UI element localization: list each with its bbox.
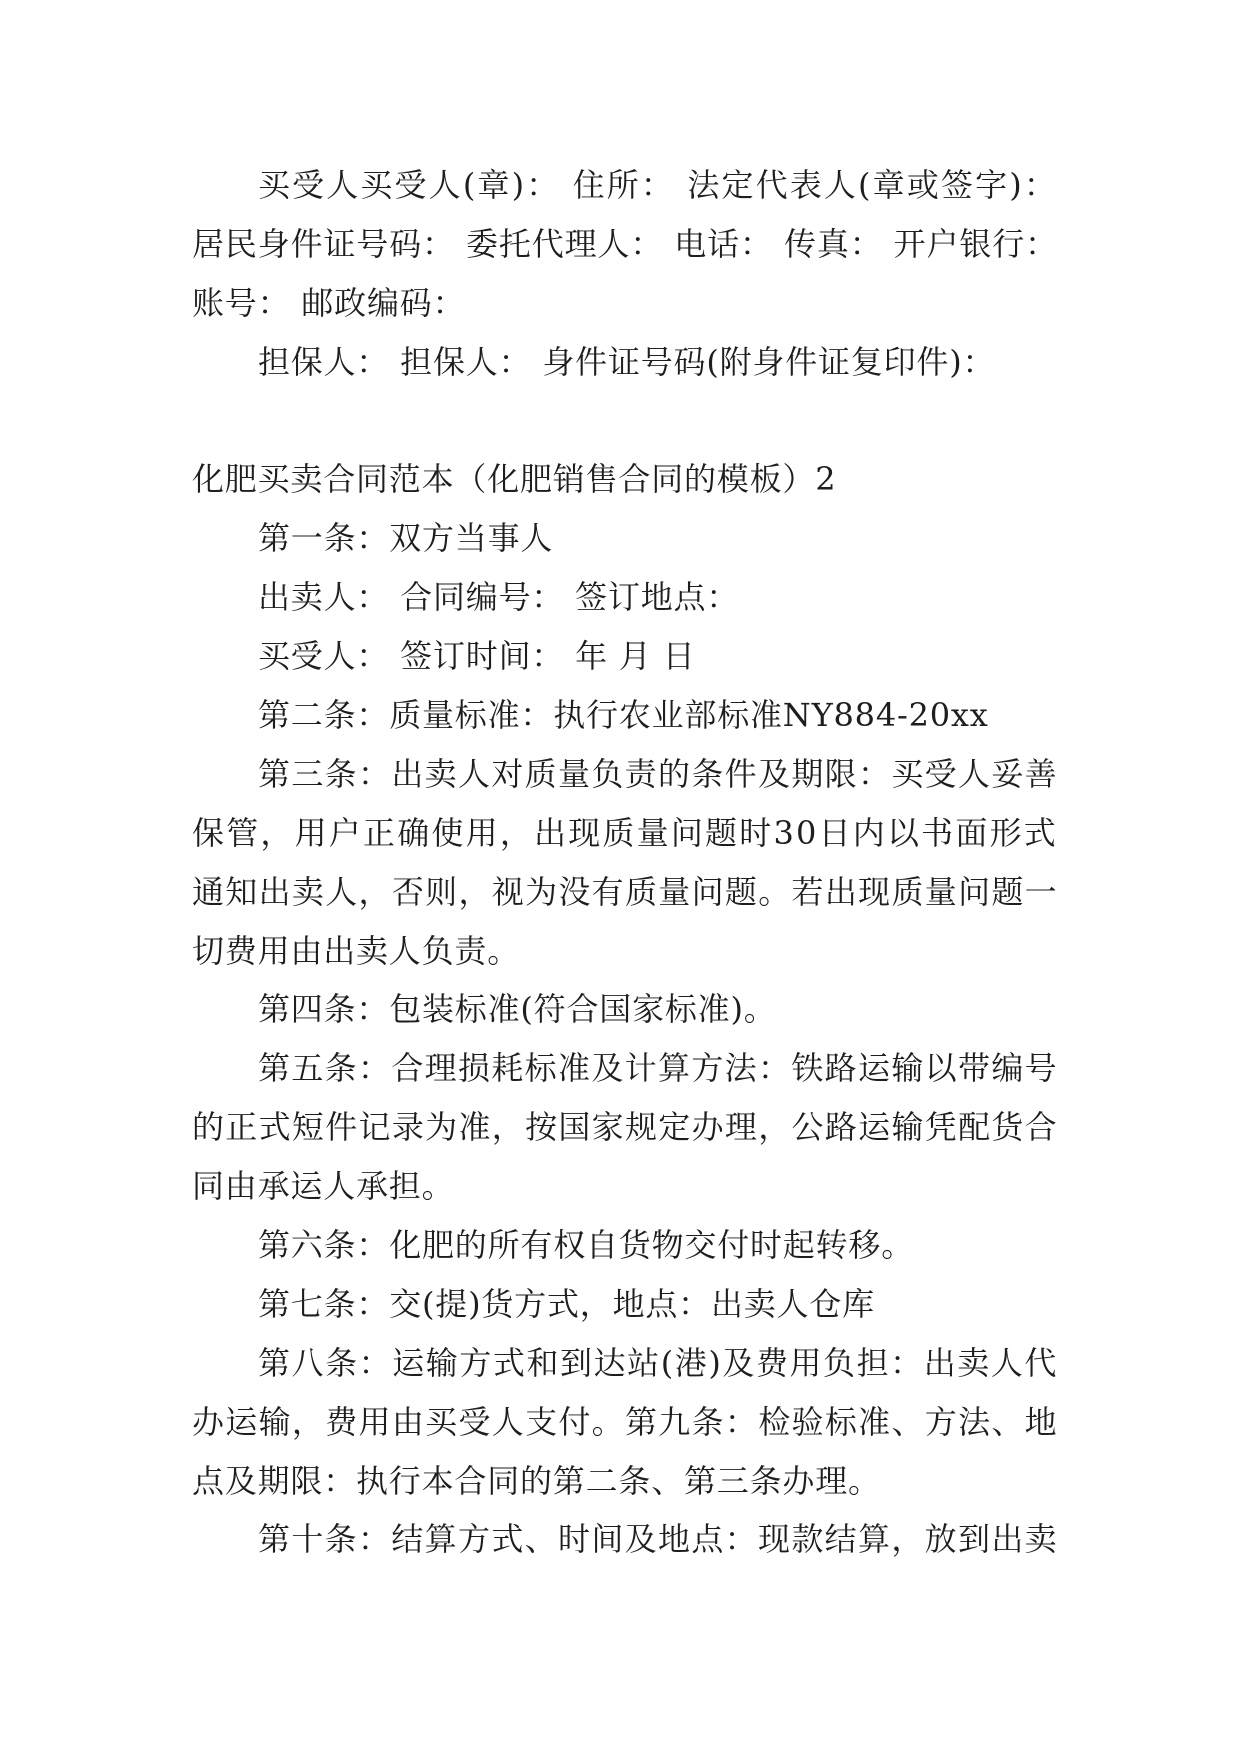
text-line: 第一条：双方当事人	[258, 519, 554, 558]
clause-paragraph	[192, 627, 1058, 686]
text-line: 通知出卖人，否则，视为没有质量问题。若出现质量问题一	[192, 872, 1058, 911]
text-line: 买受人买受人(章)： 住所： 法定代表人(章或签字)：	[258, 166, 1058, 204]
clause-paragraph	[192, 568, 1058, 627]
clause-paragraph	[192, 1510, 1058, 1569]
text-line: 第四条：包装标准(符合国家标准)。	[258, 990, 777, 1029]
text-line: 点及期限：执行本合同的第二条、第三条办理。	[192, 1461, 881, 1500]
title-line: 化肥买卖合同范本（化肥销售合同的模板）2	[192, 460, 837, 499]
text-line: 同由承运人承担。	[192, 1167, 455, 1206]
text-line: 保管，用户正确使用，出现质量问题时30日内以书面形式	[192, 813, 1058, 852]
clause-paragraph	[192, 1216, 1058, 1275]
text-line: 办运输，费用由买受人支付。第九条：检验标准、方法、地	[192, 1402, 1058, 1441]
text-line: 担保人： 担保人： 身件证号码(附身件证复印件)：	[258, 342, 996, 381]
text-line: 买受人： 签订时间： 年 月 日	[258, 637, 696, 676]
guarantor-paragraph	[192, 333, 1058, 392]
text-line: 第八条：运输方式和到达站(港)及费用负担：出卖人代	[258, 1343, 1058, 1382]
text-line: 切费用由出卖人负责。	[192, 931, 521, 970]
clause-paragraph	[192, 1334, 1058, 1511]
clause-paragraph	[192, 509, 1058, 568]
text-line: 出卖人： 合同编号： 签订地点：	[258, 578, 740, 617]
text-line: 居民身件证号码： 委托代理人： 电话： 传真： 开户银行：	[192, 224, 1058, 263]
document-title	[192, 450, 1058, 509]
blank-line	[192, 392, 1058, 451]
document-body	[192, 156, 1058, 1569]
text-line: 账号： 邮政编码：	[192, 283, 466, 322]
clause-paragraph	[192, 1039, 1058, 1216]
text-line: 第十条：结算方式、时间及地点：现款结算，放到出卖	[258, 1520, 1058, 1559]
clause-paragraph	[192, 980, 1058, 1039]
party-info-paragraph	[192, 156, 1058, 333]
clause-paragraph	[192, 1275, 1058, 1334]
text-line: 第六条：化肥的所有权自货物交付时起转移。	[258, 1226, 915, 1265]
text-line: 第七条：交(提)货方式，地点：出卖人仓库	[258, 1284, 875, 1323]
text-line: 第二条：质量标准：执行农业部标准NY884-20xx	[258, 696, 989, 735]
text-line: 第五条：合理损耗标准及计算方法：铁路运输以带编号	[258, 1049, 1058, 1088]
text-line: 第三条：出卖人对质量负责的条件及期限：买受人妥善	[258, 754, 1058, 793]
clause-paragraph	[192, 745, 1058, 981]
text-line: 的正式短件记录为准，按国家规定办理，公路运输凭配货合	[192, 1108, 1058, 1147]
clause-paragraph	[192, 686, 1058, 745]
